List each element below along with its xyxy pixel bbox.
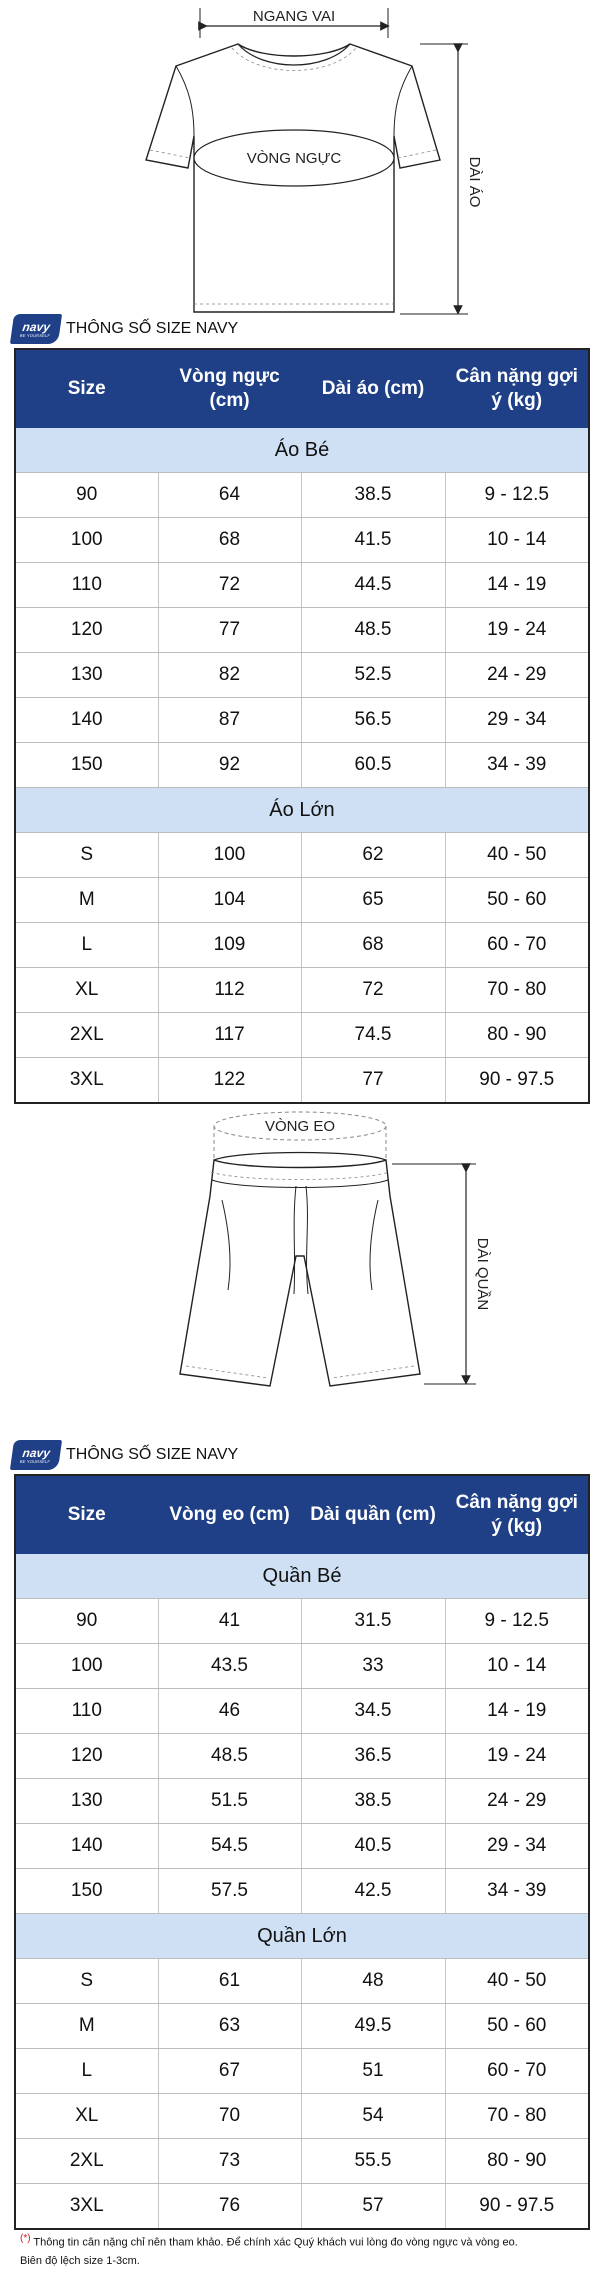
- cell-measure-1: 104: [158, 878, 301, 923]
- section-title: THÔNG SỐ SIZE NAVY: [66, 320, 239, 337]
- length-label: DÀI ÁO: [466, 156, 483, 208]
- cell-measure-2: 65: [301, 878, 445, 923]
- cell-measure-2: 33: [301, 1644, 445, 1689]
- cell-measure-1: 63: [158, 2004, 301, 2049]
- shorts-length-label: DÀI QUẦN: [474, 1237, 491, 1311]
- cell-measure-2: 77: [301, 1058, 445, 1104]
- cell-measure-2: 44.5: [301, 563, 445, 608]
- shirt-section-header: [12, 312, 238, 346]
- cell-measure-1: 100: [158, 833, 301, 878]
- footnote-text: Thông tin cân nặng chỉ nên tham khảo. Để chính xác Quý khách vui lòng đo vòng ngực và vòng eo.: [33, 2236, 518, 2249]
- column-header-size: Size: [15, 1475, 158, 1554]
- column-header-weight: Cân nặng gợi ý (kg): [445, 1475, 589, 1554]
- cell-weight: 14 - 19: [445, 563, 589, 608]
- table-row: [15, 1959, 589, 2004]
- cell-measure-2: 52.5: [301, 653, 445, 698]
- cell-weight: 70 - 80: [445, 2094, 589, 2139]
- table-row: [15, 1599, 589, 1644]
- cell-weight: 60 - 70: [445, 923, 589, 968]
- cell-size: L: [15, 2049, 158, 2094]
- cell-size: M: [15, 878, 158, 923]
- cell-measure-2: 49.5: [301, 2004, 445, 2049]
- cell-measure-1: 109: [158, 923, 301, 968]
- shirt-table-body: [15, 428, 589, 1104]
- cell-size: 120: [15, 1734, 158, 1779]
- cell-measure-1: 76: [158, 2184, 301, 2230]
- column-header-length: Dài quần (cm): [301, 1475, 445, 1554]
- cell-weight: 80 - 90: [445, 2139, 589, 2184]
- cell-size: 140: [15, 698, 158, 743]
- group-row: [15, 1914, 589, 1959]
- shorts-section-header: [12, 1438, 238, 1472]
- cell-weight: 50 - 60: [445, 2004, 589, 2049]
- group-row: [15, 428, 589, 473]
- cell-weight: 80 - 90: [445, 1013, 589, 1058]
- logo-slogan: BE YOURSELF: [19, 332, 51, 338]
- column-header-weight: Cân nặng gợi ý (kg): [445, 349, 589, 428]
- shirt-diagram: [0, 0, 600, 320]
- cell-size: 3XL: [15, 1058, 158, 1104]
- table-row: [15, 518, 589, 563]
- cell-measure-2: 62: [301, 833, 445, 878]
- group-row: [15, 1554, 589, 1599]
- logo-wordmark: navy: [21, 319, 52, 334]
- cell-measure-2: 34.5: [301, 1689, 445, 1734]
- cell-measure-2: 55.5: [301, 2139, 445, 2184]
- table-row: [15, 1689, 589, 1734]
- shoulder-label: NGANG VAI: [252, 8, 336, 25]
- logo-wordmark: navy: [21, 1445, 52, 1460]
- group-label: Quần Bé: [15, 1554, 589, 1599]
- table-row: [15, 1734, 589, 1779]
- cell-size: M: [15, 2004, 158, 2049]
- cell-measure-2: 41.5: [301, 518, 445, 563]
- shorts-table-body: [15, 1554, 589, 2230]
- cell-measure-2: 68: [301, 923, 445, 968]
- shorts-size-table: [14, 1474, 590, 2230]
- section-title: THÔNG SỐ SIZE NAVY: [66, 1446, 239, 1463]
- cell-measure-1: 92: [158, 743, 301, 788]
- cell-measure-1: 57.5: [158, 1869, 301, 1914]
- cell-weight: 90 - 97.5: [445, 2184, 589, 2230]
- cell-measure-1: 64: [158, 473, 301, 518]
- table-row: [15, 473, 589, 518]
- table-row: [15, 2184, 589, 2230]
- cell-measure-1: 117: [158, 1013, 301, 1058]
- table-row: [15, 2094, 589, 2139]
- cell-size: XL: [15, 2094, 158, 2139]
- table-row: [15, 1058, 589, 1104]
- tshirt-illustration: [0, 0, 600, 320]
- cell-measure-2: 31.5: [301, 1599, 445, 1644]
- cell-weight: 90 - 97.5: [445, 1058, 589, 1104]
- cell-weight: 50 - 60: [445, 878, 589, 923]
- table-row: [15, 923, 589, 968]
- cell-weight: 29 - 34: [445, 698, 589, 743]
- column-header-length: Dài áo (cm): [301, 349, 445, 428]
- cell-size: 100: [15, 1644, 158, 1689]
- logo-slogan: BE YOURSELF: [19, 1458, 51, 1464]
- footnote: [20, 2230, 590, 2270]
- cell-measure-1: 43.5: [158, 1644, 301, 1689]
- cell-size: XL: [15, 968, 158, 1013]
- cell-measure-1: 54.5: [158, 1824, 301, 1869]
- table-header-row: [15, 349, 589, 428]
- cell-size: 90: [15, 473, 158, 518]
- cell-weight: 29 - 34: [445, 1824, 589, 1869]
- cell-weight: 19 - 24: [445, 1734, 589, 1779]
- cell-size: 110: [15, 563, 158, 608]
- cell-measure-1: 61: [158, 1959, 301, 2004]
- cell-size: 130: [15, 1779, 158, 1824]
- cell-size: 150: [15, 1869, 158, 1914]
- cell-size: 90: [15, 1599, 158, 1644]
- table-row: [15, 1824, 589, 1869]
- cell-weight: 40 - 50: [445, 833, 589, 878]
- cell-measure-2: 56.5: [301, 698, 445, 743]
- cell-measure-2: 51: [301, 2049, 445, 2094]
- table-row: [15, 563, 589, 608]
- cell-weight: 34 - 39: [445, 743, 589, 788]
- cell-weight: 60 - 70: [445, 2049, 589, 2094]
- cell-size: S: [15, 1959, 158, 2004]
- cell-weight: 9 - 12.5: [445, 1599, 589, 1644]
- cell-size: 100: [15, 518, 158, 563]
- table-row: [15, 878, 589, 923]
- cell-measure-2: 48: [301, 1959, 445, 2004]
- cell-measure-1: 112: [158, 968, 301, 1013]
- table-row: [15, 1013, 589, 1058]
- cell-weight: 10 - 14: [445, 1644, 589, 1689]
- cell-measure-1: 51.5: [158, 1779, 301, 1824]
- cell-size: 140: [15, 1824, 158, 1869]
- navy-logo: [10, 1440, 62, 1470]
- table-row: [15, 698, 589, 743]
- cell-weight: 34 - 39: [445, 1869, 589, 1914]
- cell-measure-2: 36.5: [301, 1734, 445, 1779]
- table-row: [15, 968, 589, 1013]
- cell-measure-2: 54: [301, 2094, 445, 2139]
- cell-measure-1: 77: [158, 608, 301, 653]
- cell-size: 150: [15, 743, 158, 788]
- cell-weight: 24 - 29: [445, 653, 589, 698]
- cell-size: 110: [15, 1689, 158, 1734]
- table-row: [15, 608, 589, 653]
- footnote-mark: (*): [20, 2233, 31, 2244]
- cell-measure-1: 46: [158, 1689, 301, 1734]
- chest-label: VÒNG NGỰC: [246, 150, 342, 167]
- cell-size: S: [15, 833, 158, 878]
- shorts-illustration: [0, 1104, 600, 1430]
- group-label: Áo Bé: [15, 428, 589, 473]
- table-row: [15, 1869, 589, 1914]
- cell-measure-1: 73: [158, 2139, 301, 2184]
- cell-measure-2: 48.5: [301, 608, 445, 653]
- cell-measure-2: 40.5: [301, 1824, 445, 1869]
- cell-measure-2: 72: [301, 968, 445, 1013]
- cell-weight: 9 - 12.5: [445, 473, 589, 518]
- cell-measure-1: 82: [158, 653, 301, 698]
- cell-measure-1: 67: [158, 2049, 301, 2094]
- group-label: Áo Lớn: [15, 788, 589, 833]
- cell-weight: 19 - 24: [445, 608, 589, 653]
- cell-size: 2XL: [15, 2139, 158, 2184]
- cell-size: 2XL: [15, 1013, 158, 1058]
- table-header-row: [15, 1475, 589, 1554]
- table-row: [15, 1644, 589, 1689]
- shirt-size-table: [14, 348, 590, 1104]
- cell-weight: 40 - 50: [445, 1959, 589, 2004]
- cell-measure-2: 42.5: [301, 1869, 445, 1914]
- cell-measure-1: 122: [158, 1058, 301, 1104]
- table-row: [15, 833, 589, 878]
- cell-weight: 24 - 29: [445, 1779, 589, 1824]
- table-row: [15, 1779, 589, 1824]
- table-row: [15, 743, 589, 788]
- cell-weight: 70 - 80: [445, 968, 589, 1013]
- cell-measure-1: 70: [158, 2094, 301, 2139]
- cell-size: 130: [15, 653, 158, 698]
- cell-size: L: [15, 923, 158, 968]
- waist-label: VÒNG EO: [264, 1118, 336, 1135]
- shorts-diagram: [0, 1104, 600, 1430]
- cell-weight: 10 - 14: [445, 518, 589, 563]
- table-row: [15, 2139, 589, 2184]
- cell-measure-2: 74.5: [301, 1013, 445, 1058]
- cell-weight: 14 - 19: [445, 1689, 589, 1734]
- cell-measure-2: 38.5: [301, 1779, 445, 1824]
- column-header-waist: Vòng eo (cm): [158, 1475, 301, 1554]
- navy-logo: [10, 314, 62, 344]
- table-row: [15, 2049, 589, 2094]
- cell-measure-1: 48.5: [158, 1734, 301, 1779]
- cell-measure-1: 72: [158, 563, 301, 608]
- group-label: Quần Lớn: [15, 1914, 589, 1959]
- column-header-chest: Vòng ngực (cm): [158, 349, 301, 428]
- footnote-tolerance: Biên độ lệch size 1-3cm.: [20, 2254, 140, 2267]
- cell-measure-1: 68: [158, 518, 301, 563]
- cell-measure-1: 41: [158, 1599, 301, 1644]
- cell-size: 3XL: [15, 2184, 158, 2230]
- group-row: [15, 788, 589, 833]
- cell-measure-2: 38.5: [301, 473, 445, 518]
- cell-measure-2: 60.5: [301, 743, 445, 788]
- table-row: [15, 2004, 589, 2049]
- table-row: [15, 653, 589, 698]
- cell-size: 120: [15, 608, 158, 653]
- column-header-size: Size: [15, 349, 158, 428]
- cell-measure-1: 87: [158, 698, 301, 743]
- cell-measure-2: 57: [301, 2184, 445, 2230]
